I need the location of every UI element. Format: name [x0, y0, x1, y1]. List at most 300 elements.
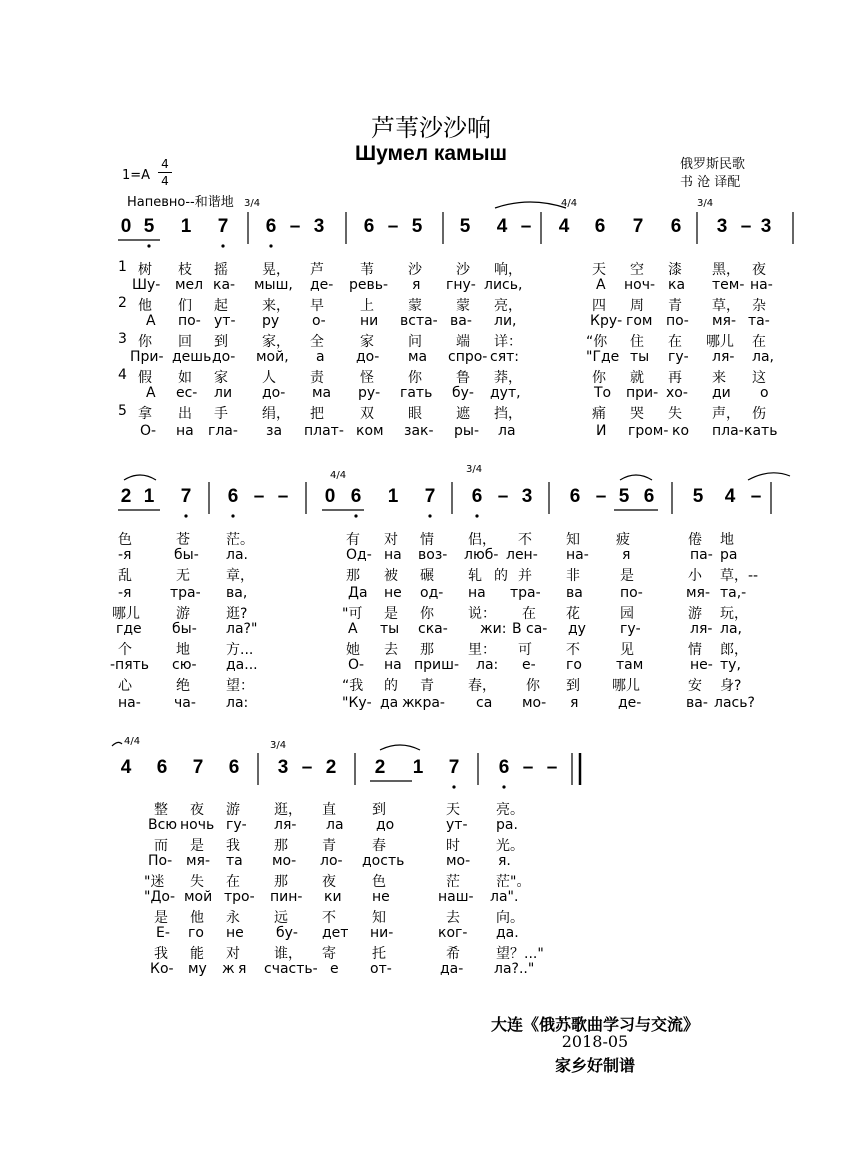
lyric-syllable: 青 — [668, 298, 682, 314]
lyric-syllable: ла, — [752, 349, 774, 365]
lyric-syllable: до- — [212, 349, 236, 365]
lyric-syllable: 对 — [226, 946, 240, 962]
note: 2 — [325, 757, 337, 778]
lyric-syllable: ни — [360, 313, 379, 329]
lyric-syllable: я. — [498, 853, 511, 869]
lyric-syllable: 说： — [468, 606, 496, 622]
lyric-syllable: 双 — [360, 406, 374, 422]
note: 7 — [424, 486, 436, 507]
lyric-syllable: ла". — [490, 889, 519, 905]
lyric-syllable: 把 — [310, 406, 324, 422]
lyric-syllable: 茫。 — [226, 532, 254, 548]
time-signature-numerator: 4 — [161, 157, 169, 171]
lyric-syllable: "迷 — [144, 874, 165, 890]
lyric-syllable: 人 — [262, 370, 276, 386]
lyric-syllable: 色 — [372, 874, 386, 890]
lyric-syllable: 这 — [752, 370, 766, 386]
lyric-syllable: 你 — [526, 678, 540, 694]
note: 5 — [411, 216, 423, 237]
lyric-syllable: не — [372, 889, 390, 905]
lyric-syllable: 知 — [372, 910, 386, 926]
lyric-syllable: ло- — [320, 853, 343, 869]
lyric-syllable: на — [384, 547, 402, 563]
lyric-syllable: мел — [175, 277, 204, 293]
lyric-syllable: “你 — [586, 334, 608, 350]
note: 7 — [192, 757, 204, 778]
lyric-syllable: И — [596, 423, 607, 439]
lyric-syllable: 如 — [178, 370, 192, 386]
lyric-syllable: а — [316, 349, 325, 365]
lyric-syllable: 1 — [118, 259, 127, 275]
lyric-syllable: 到 — [214, 334, 228, 350]
lyric-syllable: ра. — [496, 817, 518, 833]
lyric-syllable: 黑， — [712, 262, 740, 278]
lyric-syllable: ка- — [213, 277, 236, 293]
note: 3 — [521, 486, 533, 507]
lyric-syllable: наш- — [438, 889, 474, 905]
lyric-syllable: 心 — [118, 678, 132, 694]
lyric-syllable: 端 — [456, 334, 470, 350]
lyric-syllable: там — [616, 657, 644, 673]
lyric-syllable: 家 — [360, 334, 374, 350]
lyric-syllable: 永 — [226, 910, 240, 926]
lyric-syllable: 是 — [154, 910, 168, 926]
note: – — [277, 486, 289, 507]
lyric-syllable: 拿 — [138, 406, 152, 422]
time-change: 3/4 — [466, 464, 483, 475]
note: 4 — [496, 216, 508, 237]
lyric-syllable: 直 — [322, 802, 336, 818]
note: – — [253, 486, 265, 507]
lyric-syllable: 在 — [752, 334, 766, 350]
note: 5 — [459, 216, 471, 237]
lyric-syllable: 回 — [178, 334, 192, 350]
lyric-syllable: ревь- — [349, 277, 389, 293]
lyric-syllable: 蒙 — [408, 298, 422, 314]
lyric-syllable: от- — [370, 961, 392, 977]
lyric-syllable: 蒙 — [456, 298, 470, 314]
lyric-syllable: 疲 — [616, 532, 630, 548]
lyric-syllable: 春 — [372, 838, 386, 854]
time-change: 3/4 — [270, 740, 287, 751]
lyric-syllable: ж — [402, 695, 415, 711]
lyric-syllable: не- — [690, 657, 713, 673]
lyric-syllable: 并 — [518, 568, 532, 584]
lyric-syllable: гать — [400, 385, 433, 401]
lyric-syllable: 夜 — [322, 874, 336, 890]
lyric-syllable: де- — [618, 695, 642, 711]
note: 7 — [180, 486, 192, 507]
lyric-syllable: 安 — [688, 678, 702, 694]
lyric-syllable: 能 — [190, 946, 204, 962]
time-change: 4/4 — [330, 470, 347, 481]
lyric-syllable: ру — [262, 313, 280, 329]
lyric-syllable: бу- — [452, 385, 474, 401]
lyric-syllable: ночь — [180, 817, 215, 833]
lyric-syllable: ж — [222, 961, 235, 977]
note: 6 — [228, 757, 240, 778]
lyric-syllable: тро- — [224, 889, 255, 905]
lyric-syllable: при- — [626, 385, 659, 401]
lyric-syllable: 3 — [118, 331, 127, 347]
lyric-syllable: О- — [348, 657, 365, 673]
lyric-syllable: ча- — [174, 695, 196, 711]
lyric-syllable: та — [226, 853, 243, 869]
note: 6 — [670, 216, 682, 237]
lyric-syllable: 茫"。 — [496, 874, 531, 890]
lyric-syllable: 地 — [176, 642, 190, 658]
lyric-syllable: 杂 — [752, 298, 766, 314]
lyric-syllable: 责 — [310, 370, 324, 386]
lyric-syllable: 假 — [138, 370, 152, 386]
lyric-syllable: 你 — [592, 370, 606, 386]
lyric-syllable: спро- — [448, 349, 488, 365]
lyric-syllable: ва, — [226, 585, 248, 601]
lyric-syllable: 亮， — [494, 298, 522, 314]
lyric-syllable: 夜 — [190, 802, 204, 818]
lyric-syllable: ни- — [370, 925, 394, 941]
lyric-syllable: 是 — [384, 606, 398, 622]
lyric-syllable: 她 — [346, 642, 360, 658]
lyric-syllable: 不 — [518, 532, 532, 548]
lyric-syllable: бы- — [174, 547, 199, 563]
song-title-chinese: 芦苇沙沙响 — [371, 114, 491, 142]
lyric-syllable: приш- — [414, 657, 460, 673]
lyric-syllable: 侣， — [468, 532, 496, 548]
lyric-syllable: 情 — [420, 532, 434, 548]
lyric-syllable: 我 — [154, 946, 168, 962]
lyric-syllable: 花 — [566, 606, 580, 622]
lyric-syllable: 整 — [154, 802, 168, 818]
note: – — [522, 757, 534, 778]
lyric-syllable: Шу- — [132, 277, 161, 293]
lyric-syllable: 天 — [446, 802, 460, 818]
lyric-syllable: мой — [184, 889, 213, 905]
lyric-syllable: ла: — [476, 657, 499, 673]
note: 4 — [558, 216, 570, 237]
lyric-syllable: 上 — [360, 298, 374, 314]
lyric-syllable: ла?" — [226, 621, 258, 637]
lyric-syllable: 到 — [372, 802, 386, 818]
lyric-syllable: ва — [566, 585, 583, 601]
lyric-syllable: 倦 — [688, 532, 702, 548]
lyric-syllable: 希 — [446, 946, 460, 962]
lyric-syllable: 色 — [118, 532, 132, 548]
note: 0 — [120, 216, 132, 237]
lyric-syllable: гом — [626, 313, 653, 329]
lyric-syllable: по- — [178, 313, 201, 329]
lyric-syllable: лись, — [484, 277, 523, 293]
lyric-syllable: бу- — [276, 925, 298, 941]
lyric-syllable: па- — [690, 547, 713, 563]
lyric-syllable: 去 — [384, 642, 398, 658]
footer-maker: 家乡好制谱 — [554, 1056, 635, 1075]
note: 7 — [217, 216, 229, 237]
note: 4 — [120, 757, 132, 778]
lyric-syllable: Всю — [148, 817, 178, 833]
lyric-syllable: гу- — [226, 817, 247, 833]
lyric-syllable: При- — [130, 349, 164, 365]
lyric-syllable: 你 — [408, 370, 422, 386]
lyric-syllable: О- — [140, 423, 157, 439]
lyric-syllable: 不 — [566, 642, 580, 658]
lyric-syllable: зак- — [404, 423, 434, 439]
lyric-syllable: мя- — [712, 313, 737, 329]
lyric-syllable: 周 — [630, 298, 644, 314]
note: – — [301, 757, 313, 778]
lyric-syllable: 有 — [346, 532, 360, 548]
lyric-syllable: гу- — [620, 621, 641, 637]
lyric-syllable: ска- — [418, 621, 448, 637]
key-signature: 1=A — [122, 168, 151, 183]
lyric-syllable: ва- — [686, 695, 708, 711]
lyric-syllable: го — [188, 925, 204, 941]
lyric-syllable: 是 — [190, 838, 204, 854]
lyric-syllable: тем- — [712, 277, 745, 293]
lyric-syllable: 逛， — [274, 802, 302, 818]
lyric-syllable: ты — [380, 621, 400, 637]
lyric-syllable: мыш, — [254, 277, 293, 293]
lyric-syllable: гну- — [446, 277, 476, 293]
lyric-syllable: на — [176, 423, 194, 439]
lyric-syllable: 伤 — [752, 406, 766, 422]
lyric-syllable: 草，-- — [720, 568, 759, 584]
lyric-syllable: 到 — [566, 678, 580, 694]
note: – — [289, 216, 301, 237]
lyric-syllable: 逛? — [226, 606, 248, 622]
lyric-syllable: од- — [420, 585, 444, 601]
lyric-syllable: 而 — [154, 838, 168, 854]
note: 6 — [265, 216, 277, 237]
lyric-syllable: 再 — [668, 370, 682, 386]
lyric-syllable: 游 — [226, 802, 240, 818]
lyric-syllable: 青 — [420, 678, 434, 694]
lyric-syllable: ла — [498, 423, 516, 439]
lyric-syllable: 手 — [214, 406, 228, 422]
lyric-syllable: 郎， — [720, 642, 748, 658]
lyric-syllable: 不 — [322, 910, 336, 926]
lyric-syllable: 失 — [668, 406, 682, 422]
lyric-syllable: ма — [408, 349, 428, 365]
lyric-syllable: "可 — [342, 606, 363, 622]
time-signature-denominator: 4 — [161, 174, 169, 188]
lyric-syllable: 碾 — [420, 568, 434, 584]
lyric-syllable: 知 — [566, 532, 580, 548]
lyric-syllable: 出 — [178, 406, 192, 422]
lyric-syllable: ту, — [720, 657, 741, 673]
lyric-syllable: Кру- — [590, 313, 623, 329]
lyric-syllable: го — [566, 657, 582, 673]
lyric-syllable: хо- — [666, 385, 688, 401]
note: 6 — [643, 486, 655, 507]
lyric-syllable: 哪儿 — [706, 334, 734, 350]
lyric-syllable: по- — [620, 585, 643, 601]
lyric-syllable: 青 — [322, 838, 336, 854]
lyric-syllable: бы- — [172, 621, 197, 637]
lyric-syllable: 怪 — [360, 370, 374, 386]
lyric-syllable: воз- — [418, 547, 448, 563]
lyric-syllable: 绢， — [262, 406, 290, 422]
lyric-syllable: 莽， — [494, 370, 522, 386]
translator-credit: 书 沧 译配 — [680, 175, 741, 190]
lyric-syllable: жи: — [480, 621, 507, 637]
lyric-syllable: 游 — [688, 606, 702, 622]
lyric-syllable: на- — [118, 695, 141, 711]
lyric-syllable: лась? — [714, 695, 755, 711]
lyric-syllable: 你 — [420, 606, 434, 622]
note: 1 — [143, 486, 155, 507]
lyric-syllable: 园 — [620, 606, 634, 622]
lyric-syllable: мой, — [256, 349, 289, 365]
lyric-syllable: ут- — [446, 817, 468, 833]
note: 5 — [692, 486, 704, 507]
lyric-syllable: 哪儿 — [612, 678, 640, 694]
lyric-syllable: ва- — [450, 313, 472, 329]
lyric-syllable: 那 — [420, 642, 434, 658]
lyric-syllable: 天 — [592, 262, 606, 278]
lyric-syllable: 空 — [630, 262, 644, 278]
lyric-syllable: 就 — [630, 370, 644, 386]
lyric-syllable: не — [226, 925, 244, 941]
lyric-syllable: ра — [720, 547, 738, 563]
lyric-syllable: люб- — [464, 547, 499, 563]
lyric-syllable: 绝 — [176, 678, 190, 694]
lyric-syllable: 5 — [118, 403, 127, 419]
lyric-syllable: до- — [262, 385, 286, 401]
lyric-syllable: та,- — [720, 585, 747, 601]
lyric-syllable: 摇 — [214, 262, 228, 278]
lyric-syllable: 茫 — [446, 874, 460, 890]
time-change: 3/4 — [244, 198, 261, 209]
note: 6 — [363, 216, 375, 237]
lyric-syllable: пин- — [270, 889, 303, 905]
note: 3 — [313, 216, 325, 237]
lyric-syllable: 章， — [226, 568, 254, 584]
note: 1 — [387, 486, 399, 507]
lyric-syllable: 挡， — [494, 406, 522, 422]
lyric-syllable: 起 — [214, 298, 228, 314]
lyric-syllable: не — [384, 585, 402, 601]
lyric-syllable: 小 — [688, 568, 702, 584]
lyric-syllable: 是 — [620, 568, 634, 584]
lyric-syllable: 那 — [274, 838, 288, 854]
lyric-syllable: 情 — [688, 642, 702, 658]
lyric-syllable: 地 — [720, 532, 734, 548]
lyric-syllable: мя- — [686, 585, 711, 601]
lyric-syllable: счасть- — [264, 961, 318, 977]
note: 4 — [724, 486, 736, 507]
lyric-syllable: на- — [566, 547, 589, 563]
lyric-syllable: дет — [322, 925, 349, 941]
lyric-syllable: за — [266, 423, 283, 439]
lyric-syllable: 可 — [518, 642, 532, 658]
song-title-russian: Шумел камыш — [354, 142, 508, 165]
note: 3 — [760, 216, 772, 237]
lyric-syllable: 夜 — [752, 262, 766, 278]
lyric-syllable: на — [384, 657, 402, 673]
lyric-syllable: 在 — [522, 606, 536, 622]
note: 0 — [324, 486, 336, 507]
lyric-syllable: вста- — [400, 313, 438, 329]
lyric-syllable: сю- — [172, 657, 197, 673]
lyric-syllable: кать — [744, 423, 778, 439]
lyric-syllable: 晃， — [262, 262, 290, 278]
lyric-syllable: по- — [666, 313, 689, 329]
note: 6 — [498, 757, 510, 778]
lyric-syllable: 来， — [262, 298, 290, 314]
lyric-syllable: 详： — [494, 334, 522, 350]
lyric-syllable: ры- — [454, 423, 479, 439]
lyric-syllable: пла- — [712, 423, 744, 439]
lyric-syllable: ко — [672, 423, 690, 439]
lyric-syllable: мя- — [186, 853, 211, 869]
lyric-syllable: 那 — [346, 568, 360, 584]
lyric-syllable: ли — [214, 385, 233, 401]
lyric-syllable: 去 — [446, 910, 460, 926]
lyric-syllable: ла: — [226, 695, 249, 711]
lyric-syllable: ты — [630, 349, 650, 365]
lyric-syllable: 2 — [118, 295, 127, 311]
lyric-syllable: А — [348, 621, 358, 637]
lyric-syllable: 家， — [262, 334, 290, 350]
lyric-syllable: гу- — [668, 349, 689, 365]
time-change: 3/4 — [697, 198, 714, 209]
lyric-syllable: 漆 — [668, 262, 682, 278]
footer-source: 大连《俄苏歌曲学习与交流》 — [490, 1015, 699, 1034]
lyric-syllable: 眼 — [408, 406, 422, 422]
lyric-syllable: 非 — [566, 568, 580, 584]
lyric-syllable: 苇 — [360, 262, 374, 278]
lyric-syllable: ноч- — [624, 277, 656, 293]
lyric-syllable: 失 — [190, 874, 204, 890]
lyric-syllable: са — [476, 695, 493, 711]
lyric-syllable: ла, — [720, 621, 742, 637]
lyric-syllable: 遮 — [456, 406, 470, 422]
lyric-syllable: о- — [312, 313, 326, 329]
lyric-syllable: 来 — [712, 370, 726, 386]
lyric-syllable: 我 — [226, 838, 240, 854]
lyric-syllable: "До- — [144, 889, 175, 905]
note: 2 — [120, 486, 132, 507]
lyric-syllable: ла — [326, 817, 344, 833]
lyric-syllable: 望： — [226, 678, 254, 694]
note: – — [520, 216, 532, 237]
lyric-syllable: ла?.." — [494, 961, 535, 977]
lyric-syllable: мо- — [522, 695, 547, 711]
lyric-syllable: 在 — [668, 334, 682, 350]
lyric-syllable: -я — [118, 547, 132, 563]
lyric-syllable: 光。 — [496, 838, 524, 854]
lyric-syllable: плат- — [304, 423, 344, 439]
lyric-syllable: е- — [522, 657, 536, 673]
lyric-syllable: 草， — [712, 298, 740, 314]
lyric-syllable: ки — [324, 889, 342, 905]
lyric-syllable: 谁， — [274, 946, 302, 962]
note: 6 — [156, 757, 168, 778]
lyric-syllable: По- — [148, 853, 173, 869]
lyric-syllable: са- — [526, 621, 548, 637]
lyric-syllable: да... — [226, 657, 258, 673]
lyric-syllable: до — [376, 817, 395, 833]
song-origin: 俄罗斯民歌 — [680, 157, 746, 172]
lyric-syllable: 枝 — [178, 262, 192, 278]
lyric-syllable: о — [760, 385, 769, 401]
note: – — [546, 757, 558, 778]
lyric-syllable: 声， — [712, 406, 740, 422]
lyric-syllable: 方... — [226, 642, 254, 658]
note: 6 — [594, 216, 606, 237]
lyric-syllable: ут- — [214, 313, 236, 329]
